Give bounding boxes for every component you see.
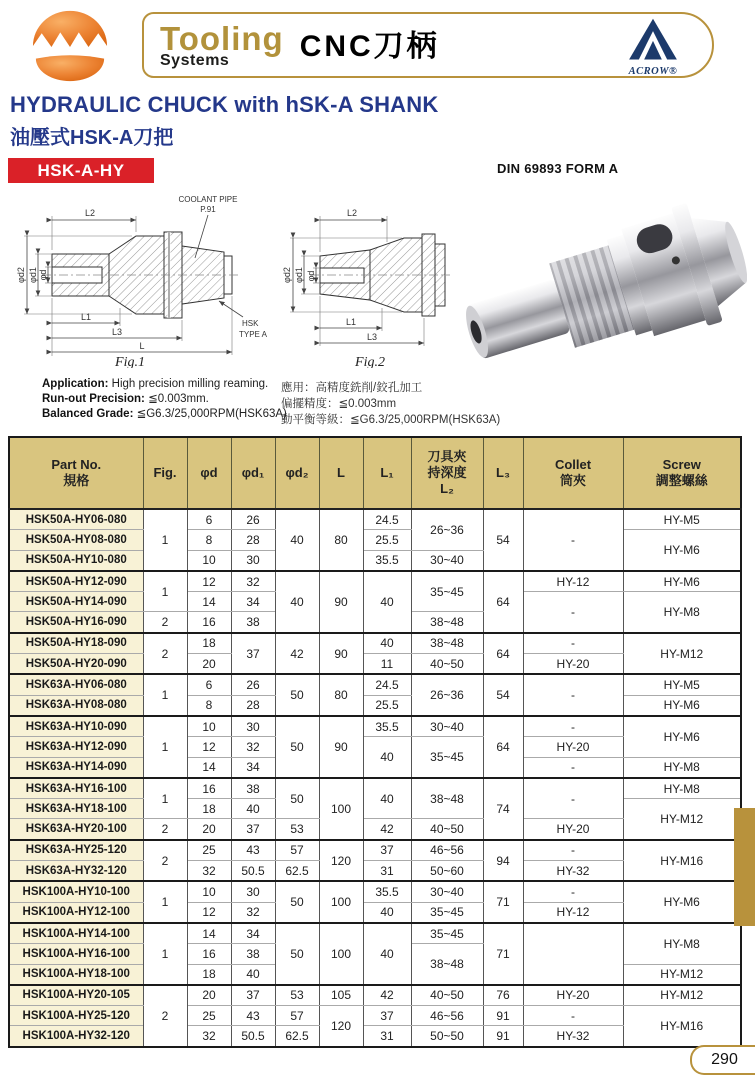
- spec-cell-collet: -: [523, 509, 623, 571]
- spec-cell-collet: HY-20: [523, 654, 623, 675]
- fig1-dim-l2: L2: [84, 208, 96, 218]
- spec-cell-d: 8: [187, 695, 231, 716]
- spec-cell-collet: -: [523, 881, 623, 902]
- col-header-L3: L₃: [483, 437, 523, 509]
- part-number-cell: HSK100A-HY32-120: [9, 1026, 143, 1047]
- spec-cell-L3: 74: [483, 778, 523, 840]
- spec-cell-d: 32: [187, 861, 231, 882]
- spec-cell-d: 18: [187, 964, 231, 985]
- part-number-cell: HSK50A-HY12-090: [9, 571, 143, 592]
- spec-cell-fig: 2: [143, 633, 187, 675]
- section-title-cn: 油壓式HSK-A刀把: [10, 127, 174, 149]
- spec-cell-L1: 24.5: [363, 509, 411, 530]
- spec-cell-L3: 64: [483, 571, 523, 633]
- spec-cell-d: 18: [187, 799, 231, 819]
- spec-cell-screw: HY-M16: [623, 840, 741, 882]
- spec-cell-screw: HY-M8: [623, 592, 741, 633]
- note-application: Application: High precision milling reaming.: [42, 378, 269, 390]
- spec-cell-screw: HY-M12: [623, 799, 741, 840]
- spec-cell-L: 80: [319, 674, 363, 716]
- part-number-cell: HSK63A-HY18-100: [9, 799, 143, 819]
- spec-cell-d: 12: [187, 902, 231, 923]
- spec-cell-L: 120: [319, 1006, 363, 1047]
- part-number-cell: HSK63A-HY14-090: [9, 757, 143, 778]
- spec-cell-L1: 24.5: [363, 674, 411, 695]
- spec-cell-L1: 25.5: [363, 695, 411, 716]
- spec-cell-d1: 50.5: [231, 861, 275, 882]
- spec-cell-d1: 34: [231, 592, 275, 612]
- fig2-dim-d1: φd1: [294, 267, 304, 283]
- spec-cell-L2: 38~48: [411, 633, 483, 654]
- spec-cell-d1: 38: [231, 612, 275, 633]
- spec-cell-fig: 2: [143, 819, 187, 840]
- spec-cell-L3: 64: [483, 633, 523, 675]
- spec-cell-screw: HY-M12: [623, 964, 741, 985]
- spec-cell-L1: 40: [363, 923, 411, 985]
- spec-cell-d: 10: [187, 550, 231, 571]
- part-number-cell: HSK100A-HY12-100: [9, 902, 143, 923]
- spec-cell-fig: 1: [143, 881, 187, 923]
- spec-cell-d2: 40: [275, 509, 319, 571]
- fig2-caption: Fig.2: [355, 355, 385, 368]
- spec-cell-L2: 46~56: [411, 1006, 483, 1026]
- spec-cell-d1: 43: [231, 840, 275, 861]
- spec-cell-d: 16: [187, 612, 231, 633]
- spec-cell-L3: 54: [483, 509, 523, 571]
- spec-cell-d2: 50: [275, 923, 319, 985]
- spec-cell-L: 90: [319, 716, 363, 778]
- part-number-cell: HSK50A-HY18-090: [9, 633, 143, 654]
- fig1-coolant-label: COOLANT PIPE: [178, 195, 238, 204]
- spec-cell-collet: HY-12: [523, 902, 623, 923]
- fig1-hsk-type: TYPE A: [239, 330, 268, 339]
- spec-cell-collet: -: [523, 1006, 623, 1026]
- spec-cell-screw: HY-M8: [623, 757, 741, 778]
- spec-cell-d1: 32: [231, 571, 275, 592]
- spec-cell-screw: HY-M6: [623, 571, 741, 592]
- col-header-fig: Fig.: [143, 437, 187, 509]
- acrow-logo: [618, 17, 688, 77]
- spec-cell-d1: 30: [231, 716, 275, 737]
- spec-cell-L: 105: [319, 985, 363, 1006]
- part-number-cell: HSK63A-HY20-100: [9, 819, 143, 840]
- fig1-dim-l: L: [139, 341, 145, 351]
- spec-cell-d2: 50: [275, 716, 319, 778]
- spec-cell-d2: 50: [275, 881, 319, 923]
- spec-cell-L: 100: [319, 923, 363, 985]
- fig2-dim-l3: L3: [366, 332, 378, 342]
- spec-cell-d2: 62.5: [275, 861, 319, 882]
- spec-cell-d2: 53: [275, 819, 319, 840]
- application-notes-en: [42, 377, 287, 422]
- spec-cell-L2: 40~50: [411, 654, 483, 675]
- spec-cell-fig: 1: [143, 716, 187, 778]
- spec-cell-d: 12: [187, 737, 231, 757]
- spec-cell-d1: 50.5: [231, 1026, 275, 1047]
- col-header-part: Part No. 規格: [9, 437, 143, 509]
- spec-cell-d1: 34: [231, 757, 275, 778]
- spec-cell-L1: 35.5: [363, 716, 411, 737]
- gold-side-tab: [734, 808, 755, 926]
- part-number-cell: HSK50A-HY16-090: [9, 612, 143, 633]
- spec-cell-d1: 28: [231, 530, 275, 550]
- spec-cell-L1: 42: [363, 985, 411, 1006]
- spec-cell-d1: 32: [231, 902, 275, 923]
- spec-cell-L1: 40: [363, 571, 411, 633]
- spec-cell-d2: 53: [275, 985, 319, 1006]
- spec-cell-d1: 34: [231, 923, 275, 944]
- col-header-d1: φd₁: [231, 437, 275, 509]
- spec-cell-L3: 76: [483, 985, 523, 1006]
- spec-cell-screw: HY-M6: [623, 881, 741, 923]
- fig1-coolant-page: P.91: [200, 205, 216, 214]
- spec-cell-d: 12: [187, 571, 231, 592]
- spec-cell-L1: 35.5: [363, 881, 411, 902]
- spec-cell-d1: 37: [231, 633, 275, 675]
- fig1-dim-d: φd: [38, 269, 48, 281]
- spec-cell-screw: HY-M8: [623, 778, 741, 799]
- spec-cell-collet: -: [523, 592, 623, 633]
- spec-cell-L1: 11: [363, 654, 411, 675]
- spec-cell-L3: 91: [483, 1006, 523, 1026]
- spec-cell-collet: -: [523, 674, 623, 716]
- spec-cell-L2: 35~45: [411, 737, 483, 778]
- spec-cell-L: 100: [319, 881, 363, 923]
- spec-cell-d: 6: [187, 674, 231, 695]
- spec-cell-L3: 64: [483, 716, 523, 778]
- spec-cell-L2: 26~36: [411, 674, 483, 716]
- spec-cell-collet: -: [523, 778, 623, 819]
- part-number-cell: HSK50A-HY20-090: [9, 654, 143, 675]
- spec-cell-L2: 40~50: [411, 985, 483, 1006]
- spec-cell-L2: 38~48: [411, 612, 483, 633]
- table-row: [9, 571, 741, 592]
- table-row: [9, 923, 741, 944]
- spec-cell-d2: 42: [275, 633, 319, 675]
- spec-cell-L1: 25.5: [363, 530, 411, 550]
- spec-cell-L2: 30~40: [411, 550, 483, 571]
- spec-cell-L2: 50~60: [411, 861, 483, 882]
- spec-cell-d1: 38: [231, 778, 275, 799]
- spec-cell-fig: 2: [143, 612, 187, 633]
- spec-cell-d2: 40: [275, 571, 319, 633]
- spec-cell-d1: 43: [231, 1006, 275, 1026]
- spec-cell-L2: 35~45: [411, 902, 483, 923]
- spec-cell-screw: HY-M8: [623, 923, 741, 964]
- fig2-dim-d: φd: [306, 270, 316, 282]
- spec-cell-L1: 37: [363, 840, 411, 861]
- spec-cell-fig: 1: [143, 509, 187, 571]
- table-row: [9, 674, 741, 695]
- spec-cell-screw: HY-M6: [623, 695, 741, 716]
- spec-cell-d1: 26: [231, 674, 275, 695]
- spec-cell-d2: 57: [275, 840, 319, 861]
- table-row: [9, 716, 741, 737]
- fig1-dim-d1: φd1: [28, 267, 38, 283]
- col-header-L1: L₁: [363, 437, 411, 509]
- table-row: [9, 778, 741, 799]
- spec-cell-d: 16: [187, 778, 231, 799]
- spec-cell-L1: 40: [363, 902, 411, 923]
- spec-cell-collet: HY-12: [523, 571, 623, 592]
- spec-cell-L2: 26~36: [411, 509, 483, 550]
- part-number-cell: HSK63A-HY25-120: [9, 840, 143, 861]
- acrow-label: ACROW®: [628, 66, 678, 77]
- spec-cell-d1: 28: [231, 695, 275, 716]
- spec-cell-collet: [523, 923, 623, 985]
- spec-cell-L: 120: [319, 840, 363, 882]
- spec-cell-L1: 40: [363, 778, 411, 819]
- spec-cell-collet: HY-20: [523, 737, 623, 757]
- spec-cell-fig: 1: [143, 778, 187, 819]
- spec-cell-L3: 71: [483, 923, 523, 985]
- part-number-cell: HSK50A-HY14-090: [9, 592, 143, 612]
- part-number-cell: HSK63A-HY16-100: [9, 778, 143, 799]
- table-row: [9, 881, 741, 902]
- spec-cell-d: 20: [187, 819, 231, 840]
- spec-cell-d1: 37: [231, 985, 275, 1006]
- part-number-cell: HSK100A-HY25-120: [9, 1006, 143, 1026]
- fig2-drawing: [282, 190, 454, 368]
- spec-cell-collet: -: [523, 840, 623, 861]
- spec-cell-screw: HY-M12: [623, 633, 741, 675]
- brand-text: [160, 19, 284, 69]
- spec-cell-d: 14: [187, 757, 231, 778]
- note-balanced: Balanced Grade: ≦G6.3/25,000RPM(HSK63A): [42, 408, 287, 420]
- part-number-cell: HSK63A-HY08-080: [9, 695, 143, 716]
- fig1-dim-l3: L3: [111, 327, 123, 337]
- acrow-triangle-icon: [624, 17, 682, 63]
- spec-cell-fig: 2: [143, 840, 187, 882]
- application-notes-cn: [281, 380, 500, 428]
- spec-cell-d: 14: [187, 923, 231, 944]
- spec-cell-d: 20: [187, 985, 231, 1006]
- spec-cell-fig: 2: [143, 985, 187, 1047]
- spec-cell-L3: 54: [483, 674, 523, 716]
- spec-cell-L2: 50~50: [411, 1026, 483, 1047]
- fig1-hsk-label: HSK: [242, 319, 259, 328]
- part-number-cell: HSK63A-HY06-080: [9, 674, 143, 695]
- part-number-cell: HSK100A-HY18-100: [9, 964, 143, 985]
- spec-cell-d1: 37: [231, 819, 275, 840]
- spec-cell-collet: -: [523, 716, 623, 737]
- spec-cell-d1: 40: [231, 964, 275, 985]
- spec-cell-L1: 35.5: [363, 550, 411, 571]
- spec-cell-L1: 37: [363, 1006, 411, 1026]
- spec-cell-L: 100: [319, 778, 363, 840]
- spec-cell-L2: 38~48: [411, 944, 483, 985]
- spec-cell-d2: 62.5: [275, 1026, 319, 1047]
- spec-cell-L1: 31: [363, 861, 411, 882]
- spec-cell-d1: 26: [231, 509, 275, 530]
- spec-cell-L: 90: [319, 633, 363, 675]
- spec-cell-L1: 31: [363, 1026, 411, 1047]
- spec-cell-L2: 35~45: [411, 571, 483, 612]
- din-standard-label: DIN 69893 FORM A: [497, 161, 619, 176]
- spec-cell-collet: HY-32: [523, 1026, 623, 1047]
- table-row: [9, 695, 741, 716]
- spec-cell-collet: HY-20: [523, 819, 623, 840]
- spec-cell-screw: HY-M5: [623, 509, 741, 530]
- spec-cell-L2: 38~48: [411, 778, 483, 819]
- spec-cell-d2: 50: [275, 674, 319, 716]
- page-category-title: CNC刀柄: [299, 30, 440, 63]
- spec-table: [8, 436, 742, 1048]
- spec-cell-L: 90: [319, 571, 363, 633]
- col-header-L: L: [319, 437, 363, 509]
- note-runout-cn: 偏擺精度：≦0.003mm: [281, 398, 397, 410]
- part-number-cell: HSK100A-HY16-100: [9, 944, 143, 964]
- header-bar: [142, 12, 714, 78]
- spec-cell-collet: HY-32: [523, 861, 623, 882]
- spec-cell-d1: 32: [231, 737, 275, 757]
- section-title-en: HYDRAULIC CHUCK with hSK-A SHANK: [10, 92, 439, 117]
- spec-cell-d: 10: [187, 716, 231, 737]
- spec-cell-d: 6: [187, 509, 231, 530]
- spec-cell-L2: 35~45: [411, 923, 483, 944]
- spec-cell-L2: 46~56: [411, 840, 483, 861]
- note-balanced-cn: 動平衡等級：≦G6.3/25,000RPM(HSK63A): [281, 414, 501, 426]
- brand-egg-logo-icon: [28, 6, 112, 89]
- spec-cell-d: 32: [187, 1026, 231, 1047]
- part-number-cell: HSK100A-HY10-100: [9, 881, 143, 902]
- spec-cell-collet: HY-20: [523, 985, 623, 1006]
- spec-cell-collet: -: [523, 757, 623, 778]
- fig1-dim-d2: φd2: [16, 267, 26, 283]
- part-number-cell: HSK50A-HY06-080: [9, 509, 143, 530]
- spec-cell-L1: 40: [363, 633, 411, 654]
- spec-cell-screw: HY-M16: [623, 1006, 741, 1047]
- spec-cell-d: 10: [187, 881, 231, 902]
- spec-cell-screw: HY-M6: [623, 716, 741, 757]
- part-number-cell: HSK63A-HY10-090: [9, 716, 143, 737]
- spec-cell-collet: -: [523, 633, 623, 654]
- spec-cell-L2: 30~40: [411, 881, 483, 902]
- col-header-d2: φd₂: [275, 437, 319, 509]
- product-photo: [452, 186, 747, 384]
- part-number-cell: HSK100A-HY14-100: [9, 923, 143, 944]
- part-number-cell: HSK63A-HY32-120: [9, 861, 143, 882]
- page-number: 290: [690, 1045, 755, 1075]
- spec-cell-screw: HY-M12: [623, 985, 741, 1006]
- col-header-screw: Screw 調整螺絲: [623, 437, 741, 509]
- spec-cell-d1: 30: [231, 550, 275, 571]
- spec-cell-screw: HY-M5: [623, 674, 741, 695]
- fig1-caption: Fig.1: [115, 355, 145, 368]
- table-row: [9, 509, 741, 530]
- spec-cell-d: 25: [187, 840, 231, 861]
- part-number-cell: HSK63A-HY12-090: [9, 737, 143, 757]
- spec-cell-d1: 38: [231, 944, 275, 964]
- spec-cell-d1: 30: [231, 881, 275, 902]
- col-header-collet: Collet 筒夾: [523, 437, 623, 509]
- table-row: [9, 985, 741, 1006]
- spec-cell-fig: 1: [143, 674, 187, 716]
- spec-cell-d2: 50: [275, 778, 319, 819]
- table-row: [9, 530, 741, 550]
- spec-cell-d: 16: [187, 944, 231, 964]
- spec-cell-d2: 57: [275, 1006, 319, 1026]
- table-row: [9, 840, 741, 861]
- spec-cell-L3: 94: [483, 840, 523, 882]
- spec-cell-screw: HY-M6: [623, 530, 741, 571]
- spec-cell-d: 20: [187, 654, 231, 675]
- spec-cell-L: 80: [319, 509, 363, 571]
- table-row: [9, 1006, 741, 1026]
- col-header-d: φd: [187, 437, 231, 509]
- spec-cell-d: 18: [187, 633, 231, 654]
- spec-cell-L1: 40: [363, 737, 411, 778]
- spec-cell-fig: 1: [143, 923, 187, 985]
- spec-table-wrap: [8, 436, 742, 1048]
- fig2-dim-l2: L2: [346, 208, 358, 218]
- fig1-drawing: [12, 190, 274, 368]
- note-application-cn: 應用：高精度銑削/鉸孔加工: [281, 382, 423, 394]
- fig1-dim-l1: L1: [80, 312, 92, 322]
- spec-cell-d: 25: [187, 1006, 231, 1026]
- spec-cell-L3: 91: [483, 1026, 523, 1047]
- spec-cell-L2: 40~50: [411, 819, 483, 840]
- brand-subname: Systems: [160, 51, 230, 69]
- fig2-dim-d2: φd2: [282, 267, 292, 283]
- table-row: [9, 633, 741, 654]
- spec-cell-fig: 1: [143, 571, 187, 612]
- col-header-L2: 刀具夾 持深度 L₂: [411, 437, 483, 509]
- series-badge: HSK-A-HY: [8, 158, 154, 183]
- spec-cell-d: 8: [187, 530, 231, 550]
- spec-cell-L3: 71: [483, 881, 523, 923]
- brand-name: Tooling: [160, 19, 284, 57]
- spec-cell-L1: 42: [363, 819, 411, 840]
- spec-cell-d: 14: [187, 592, 231, 612]
- part-number-cell: HSK50A-HY10-080: [9, 550, 143, 571]
- note-runout: Run-out Precision: ≦0.003mm.: [42, 393, 209, 405]
- fig2-dim-l1: L1: [345, 317, 357, 327]
- spec-cell-d1: 40: [231, 799, 275, 819]
- spec-cell-L2: 30~40: [411, 716, 483, 737]
- part-number-cell: HSK100A-HY20-105: [9, 985, 143, 1006]
- part-number-cell: HSK50A-HY08-080: [9, 530, 143, 550]
